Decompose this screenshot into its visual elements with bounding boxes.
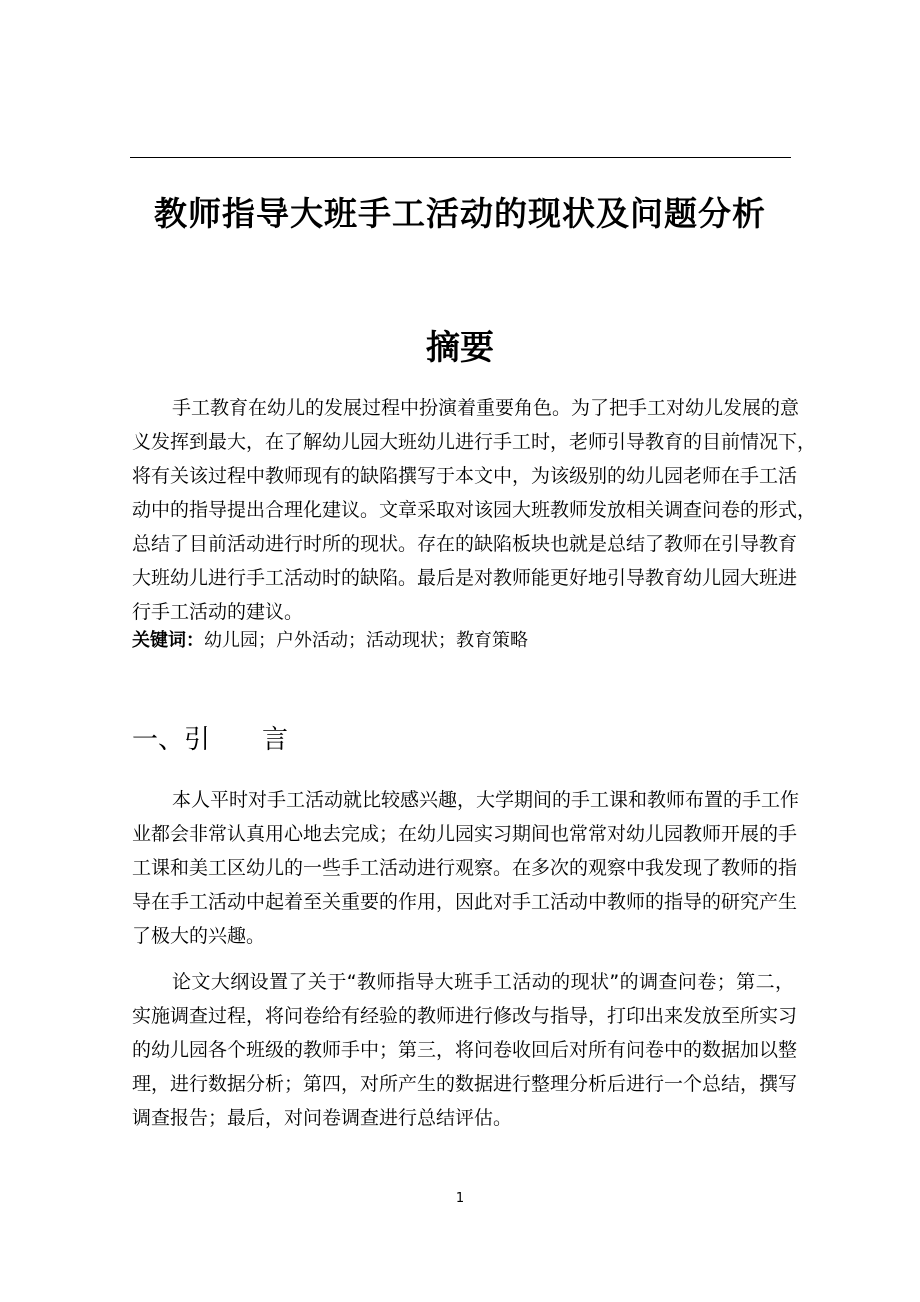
body-paragraph <box>132 783 800 953</box>
text-line: 将有关该过程中教师现有的缺陷撰写于本文中，为该级别的幼儿园老师在手工活 <box>132 465 798 487</box>
text-line: 导在手工活动中起着至关重要的作用，因此对手工活动中教师的指导的研究产生 <box>132 891 798 913</box>
text-line: 总结了目前活动进行时所的现状。存在的缺陷板块也就是总结了教师在引导教育 <box>132 533 798 555</box>
text-line: 业都会非常认真用心地去完成；在幼儿园实习期间也常常对幼儿园教师开展的手 <box>132 823 798 845</box>
text-line: 动中的指导提出合理化建议。文章采取对该园大班教师发放相关调查问卷的形式， <box>132 499 817 521</box>
text-line: 理，进行数据分析；第四，对所产生的数据进行整理分析后进行一个总结，撰写 <box>132 1073 798 1095</box>
header-rule <box>130 157 791 158</box>
text-line: 工课和美工区幼儿的一些手工活动进行观察。在多次的观察中我发现了教师的指 <box>132 857 798 879</box>
body-paragraph <box>132 965 798 1135</box>
section-heading: 一、引 言 <box>132 725 289 755</box>
page-number: 1 <box>455 1191 465 1206</box>
text-line: 的幼儿园各个班级的教师手中；第三，将问卷收回后对所有问卷中的数据加以整 <box>132 1039 798 1061</box>
text-line: 义发挥到最大，在了解幼儿园大班幼儿进行手工时，老师引导教育的目前情况下， <box>132 431 817 453</box>
keywords <box>132 626 528 656</box>
keywords-list: 幼儿园；户外活动；活动现状；教育策略 <box>204 630 528 651</box>
text-line: 行手工活动的建议。 <box>132 601 304 623</box>
text-line: 大班幼儿进行手工活动时的缺陷。最后是对教师能更好地引导教育幼儿园大班进 <box>132 567 798 589</box>
abstract-heading: 摘要 <box>426 328 494 368</box>
text-line: 调查报告；最后，对问卷调查进行总结评估。 <box>132 1107 513 1129</box>
keywords-label: 关键词： <box>132 630 204 651</box>
text-line: 了极大的兴趣。 <box>132 925 266 947</box>
document-title: 教师指导大班手工活动的现状及问题分析 <box>154 194 766 233</box>
text-line: 论文大纲设置了关于“教师指导大班手工活动的现状”的调查问卷；第二， <box>172 971 794 993</box>
abstract-paragraph <box>132 391 817 629</box>
text-line: 实施调查过程，将问卷给有经验的教师进行修改与指导，打印出来发放至所实习 <box>132 1005 798 1027</box>
text-line: 手工教育在幼儿的发展过程中扮演着重要角色。为了把手工对幼儿发展的意 <box>172 397 800 419</box>
text-line: 本人平时对手工活动就比较感兴趣，大学期间的手工课和教师布置的手工作 <box>172 789 800 811</box>
